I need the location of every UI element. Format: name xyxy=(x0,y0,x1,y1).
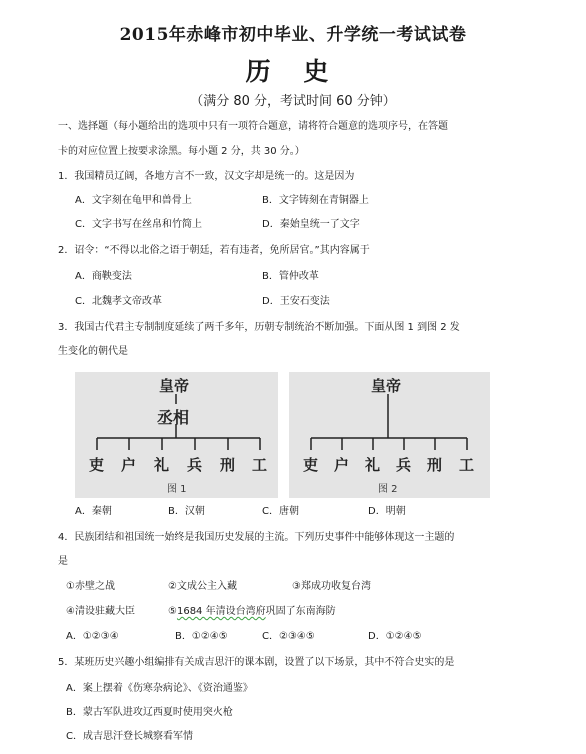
question-5-option-a[interactable]: A．案上摆着《伤寒杂病论》、《资治通鉴》 xyxy=(66,683,253,694)
question-5-option-b[interactable]: B．蒙古军队进攻辽西夏时使用突火枪 xyxy=(66,707,233,718)
question-3-option-c[interactable]: C．唐朝 xyxy=(262,506,299,517)
figure-2-caption: 图 2 xyxy=(378,484,398,495)
figure-1-ministry-rites: 礼 xyxy=(154,456,170,474)
question-2-option-b[interactable]: B．管仲改革 xyxy=(262,271,319,282)
section-intro-line1: 一、选择题（每小题给出的选项中只有一项符合题意，请将符合题意的选项序号，在答题 xyxy=(58,121,448,132)
figure-1-emperor: 皇帝 xyxy=(159,377,190,395)
figure-1-ministry-li: 吏 xyxy=(89,456,105,474)
score-note: （满分 80 分，考试时间 60 分钟） xyxy=(190,94,396,109)
question-5-stem: 5．某班历史兴趣小组编排有关成吉思汗的课本剧，设置了以下场景，其中不符合史实的是 xyxy=(58,657,455,668)
question-4-item-5 xyxy=(168,605,336,619)
question-4-stem-line2: 是 xyxy=(58,556,68,567)
figure-1-chancellor: 丞相 xyxy=(157,408,190,427)
question-4-option-b[interactable]: B．①②④⑤ xyxy=(175,631,228,642)
figure-1-chart xyxy=(75,372,278,498)
figure-2-chart xyxy=(289,372,490,498)
figure-2-ministry-rites: 礼 xyxy=(365,456,381,474)
question-2-stem: 2．诏令：“不得以北俗之语于朝廷，若有违者，免所居官。”其内容属于 xyxy=(58,245,370,256)
figure-2-ministry-li: 吏 xyxy=(303,456,319,474)
question-5-option-c[interactable]: C．成吉思汗登长城察看军情 xyxy=(66,731,193,742)
question-4-item-2: ②文成公主入藏 xyxy=(168,581,237,592)
question-4-option-c[interactable]: C．②③④⑤ xyxy=(262,631,315,642)
question-4-stem-line1: 4．民族团结和祖国统一始终是我国历史发展的主流。下列历史事件中能够体现这一主题的 xyxy=(58,532,455,543)
figure-2-ministry-works: 工 xyxy=(459,456,475,474)
question-2-option-d[interactable]: D．王安石变法 xyxy=(262,296,330,307)
figure-1-ministry-justice: 刑 xyxy=(220,456,236,474)
question-3-stem-line1: 3．我国古代君主专制制度延续了两千多年，历朝专制统治不断加强。下面从图 1 到图 2 发 xyxy=(58,322,460,333)
question-4-item-4: ④清设驻藏大臣 xyxy=(66,606,135,617)
question-4-item-3: ③郑成功收复台湾 xyxy=(292,581,371,592)
question-3-option-d[interactable]: D．明朝 xyxy=(368,506,406,517)
section-intro-line2: 卡的对应位置上按要求涂黑。每小题 2 分，共 30 分。） xyxy=(58,146,305,157)
question-1-option-d[interactable]: D．秦始皇统一了文字 xyxy=(262,219,360,230)
figure-1-ministry-works: 工 xyxy=(252,456,268,474)
question-2-option-c[interactable]: C．北魏孝文帝改革 xyxy=(75,296,162,307)
question-3-option-a[interactable]: A．秦朝 xyxy=(75,506,112,517)
question-1-option-c[interactable]: C．文字书写在丝帛和竹简上 xyxy=(75,219,202,230)
exam-title: 2015年赤峰市初中毕业、升学统一考试试卷 xyxy=(119,25,467,45)
question-3-option-b[interactable]: B．汉朝 xyxy=(168,506,205,517)
question-4-item-5-prefix: ⑤ xyxy=(168,606,177,617)
question-4-item-5-suffix: 巩固了东南海防 xyxy=(265,606,336,617)
question-4-option-a[interactable]: A．①②③④ xyxy=(66,631,119,642)
question-4-item-1: ①赤壁之战 xyxy=(66,581,115,592)
question-3-stem-line2: 生变化的朝代是 xyxy=(58,346,128,357)
figure-2-ministry-hu: 户 xyxy=(334,456,350,474)
figure-1-ministry-war: 兵 xyxy=(187,456,203,474)
figure-2-ministry-war: 兵 xyxy=(396,456,412,474)
question-1-option-a[interactable]: A．文字刻在龟甲和兽骨上 xyxy=(75,195,192,206)
question-1-option-b[interactable]: B．文字铸刻在青铜器上 xyxy=(262,195,369,206)
figure-1-caption: 图 1 xyxy=(167,484,187,495)
question-1-stem: 1．我国精员辽阔，各地方言不一致，汉文字却是统一的。这是因为 xyxy=(58,171,355,182)
figure-1-ministry-hu: 户 xyxy=(121,456,137,474)
figure-2-ministry-justice: 刑 xyxy=(427,456,443,474)
figure-2-emperor: 皇帝 xyxy=(371,377,402,395)
question-4-option-d[interactable]: D．①②④⑤ xyxy=(368,631,422,642)
question-4-item-5-highlight: 1684 年清设台湾府 xyxy=(176,606,266,617)
subject-title: 历 史 xyxy=(245,57,341,86)
question-2-option-a[interactable]: A．商鞅变法 xyxy=(75,271,132,282)
